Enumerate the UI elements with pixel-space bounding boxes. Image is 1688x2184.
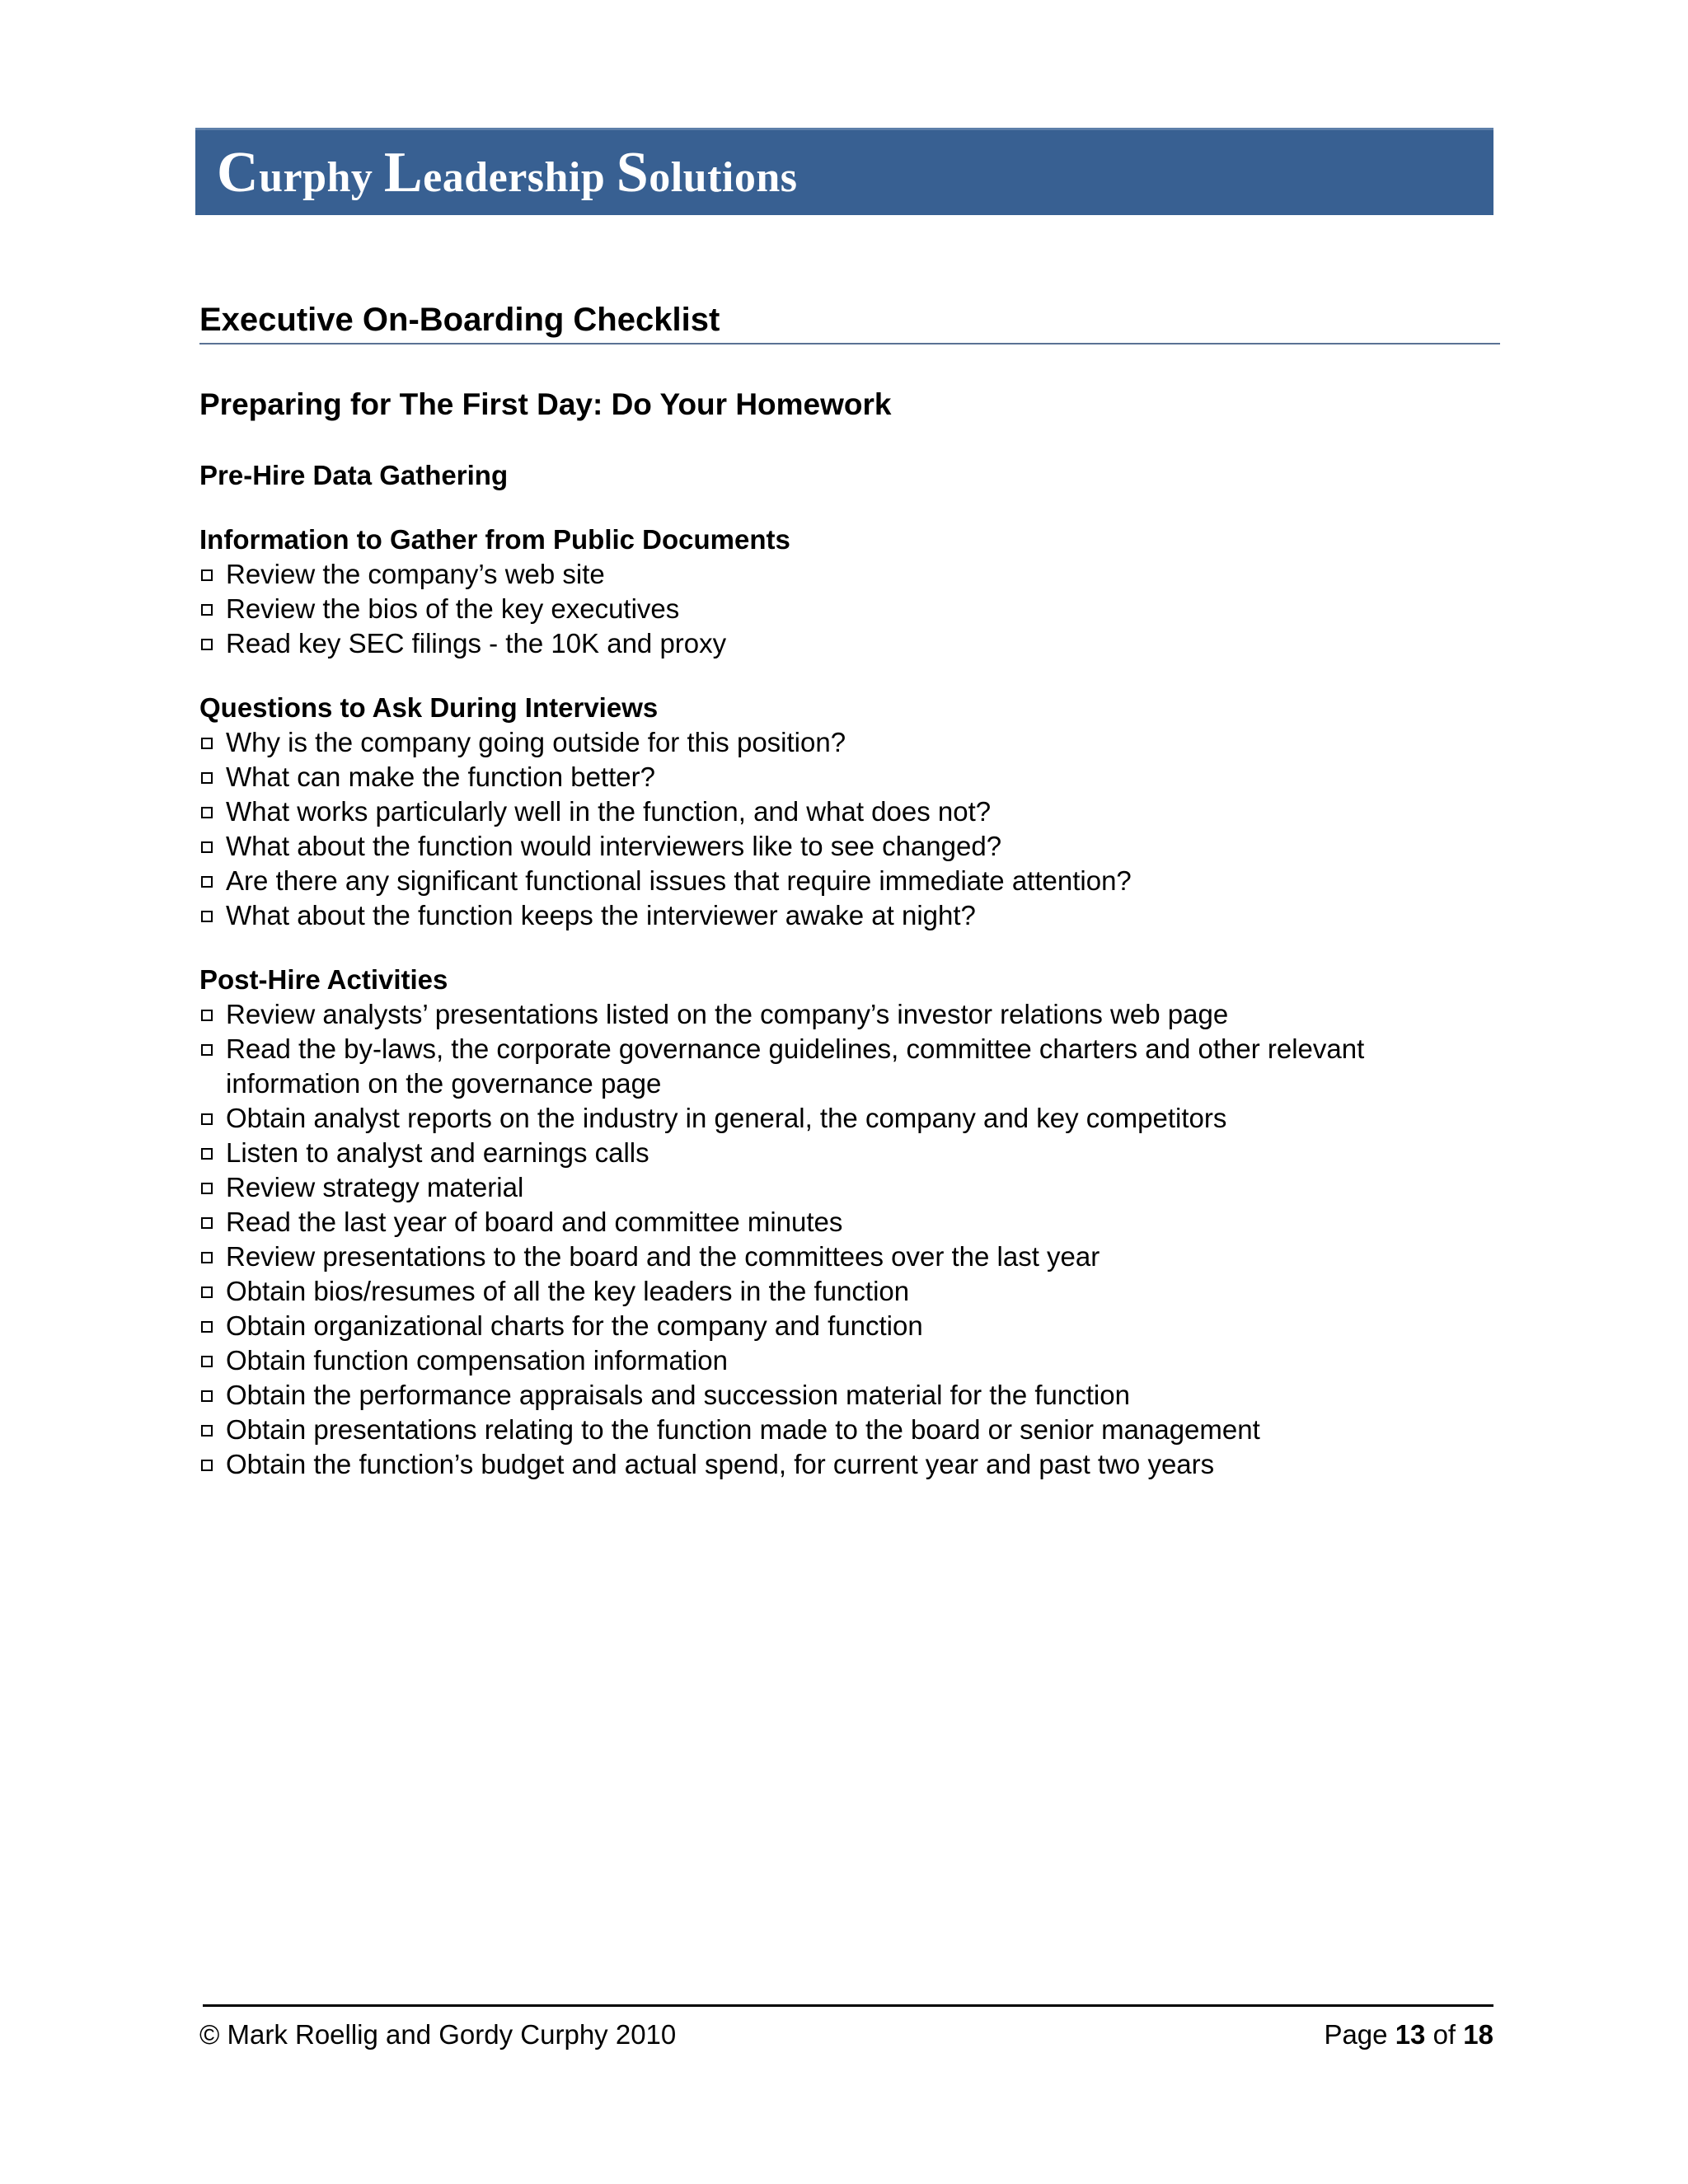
checkbox-icon[interactable] bbox=[201, 1252, 213, 1263]
checkbox-icon[interactable] bbox=[201, 841, 213, 853]
checklist-item-text: Read key SEC filings - the 10K and proxy bbox=[226, 628, 727, 658]
checkbox-icon[interactable] bbox=[201, 1321, 213, 1333]
checklist-item bbox=[199, 1447, 1502, 1482]
checklist-item bbox=[199, 1378, 1502, 1413]
brand-initial: S bbox=[616, 141, 649, 204]
checklist-item bbox=[199, 864, 1502, 898]
checklist-item-text: Obtain function compensation information bbox=[226, 1345, 729, 1376]
brand-word: olutions bbox=[649, 154, 798, 201]
checklist-item bbox=[199, 557, 1502, 592]
checkbox-icon[interactable] bbox=[201, 1044, 213, 1056]
group-title: Questions to Ask During Interviews bbox=[199, 692, 659, 723]
checkbox-icon[interactable] bbox=[201, 604, 213, 616]
checklist-item-text: What about the function would interviewers like to see changed? bbox=[226, 831, 1002, 861]
checklist-item-text: Obtain the function’s budget and actual spend, for current year and past two years bbox=[226, 1449, 1215, 1479]
checkbox-icon[interactable] bbox=[201, 738, 213, 749]
checklist-item-text: What about the function keeps the interviewer awake at night? bbox=[226, 900, 976, 930]
checklist-item bbox=[199, 898, 1502, 933]
checkbox-icon[interactable] bbox=[201, 1113, 213, 1125]
checklist-item-text: Obtain the performance appraisals and succession material for the function bbox=[226, 1380, 1130, 1410]
checkbox-icon[interactable] bbox=[201, 807, 213, 818]
checkbox-icon[interactable] bbox=[201, 569, 213, 581]
checklist-item-text: Listen to analyst and earnings calls bbox=[226, 1137, 649, 1168]
checkbox-icon[interactable] bbox=[201, 1460, 213, 1471]
checklist-items bbox=[199, 725, 1502, 933]
checklist-item bbox=[199, 760, 1502, 794]
checklist-item-text: Obtain presentations relating to the function made to the board or senior management bbox=[226, 1414, 1260, 1445]
brand-word: urphy bbox=[259, 154, 384, 201]
checklist-group bbox=[199, 523, 1502, 661]
checklist-item bbox=[199, 1032, 1502, 1101]
checklist-item bbox=[199, 725, 1502, 760]
checklist-items bbox=[199, 997, 1502, 1482]
checklist-item-text: Review presentations to the board and the committees over the last year bbox=[226, 1241, 1100, 1272]
checklist-item bbox=[199, 1170, 1502, 1205]
section-heading: Preparing for The First Day: Do Your Homework bbox=[199, 387, 892, 421]
checklist-group bbox=[199, 691, 1502, 933]
checkbox-icon[interactable] bbox=[201, 1010, 213, 1021]
checkbox-icon[interactable] bbox=[201, 772, 213, 784]
document-title: Executive On-Boarding Checklist bbox=[199, 302, 720, 338]
checklist-groups bbox=[199, 523, 1502, 1482]
brand-word: eadership bbox=[423, 154, 617, 201]
checklist-item-text: Obtain organizational charts for the company and function bbox=[226, 1310, 923, 1341]
checklist-item bbox=[199, 1274, 1502, 1309]
checkbox-icon[interactable] bbox=[201, 1286, 213, 1298]
checklist-item-text: Obtain analyst reports on the industry in general, the company and key competitors bbox=[226, 1103, 1227, 1133]
checkbox-icon[interactable] bbox=[201, 1390, 213, 1402]
checklist-item-text: Why is the company going outside for this position? bbox=[226, 727, 846, 757]
checklist-item bbox=[199, 1240, 1502, 1274]
checklist-item bbox=[199, 794, 1502, 829]
checklist-item-text: Obtain bios/resumes of all the key leaders in the function bbox=[226, 1276, 910, 1306]
page-sep: of bbox=[1432, 2019, 1456, 2050]
checklist-item-text: Read the last year of board and committee minutes bbox=[226, 1207, 843, 1237]
checklist-group bbox=[199, 963, 1502, 1482]
checklist-item-text: Review the bios of the key executives bbox=[226, 593, 680, 624]
checkbox-icon[interactable] bbox=[201, 911, 213, 922]
checkbox-icon[interactable] bbox=[201, 1183, 213, 1194]
brand-initial: L bbox=[383, 141, 424, 204]
checkbox-icon[interactable] bbox=[201, 1148, 213, 1160]
checklist-item bbox=[199, 1101, 1502, 1136]
brand-initial: C bbox=[217, 141, 260, 204]
checkbox-icon[interactable] bbox=[201, 876, 213, 888]
checklist-item bbox=[199, 626, 1502, 661]
checklist-item-text: Review the company’s web site bbox=[226, 559, 605, 589]
checklist-item-text: Are there any significant functional issues that require immediate attention? bbox=[226, 865, 1132, 896]
page-number bbox=[1324, 2019, 1493, 2050]
checkbox-icon[interactable] bbox=[201, 1217, 213, 1229]
checklist-item bbox=[199, 1205, 1502, 1240]
title-divider bbox=[199, 343, 1500, 344]
checkbox-icon[interactable] bbox=[201, 639, 213, 650]
checklist-item bbox=[199, 1309, 1502, 1343]
page-current: 13 bbox=[1395, 2019, 1426, 2050]
checklist-item bbox=[199, 1136, 1502, 1170]
checklist-item-text: Read the by-laws, the corporate governance guidelines, committee charters and other relevant information on the governance page bbox=[226, 1033, 1365, 1099]
group-title: Post-Hire Activities bbox=[199, 964, 448, 995]
checkbox-icon[interactable] bbox=[201, 1425, 213, 1436]
checklist-item bbox=[199, 829, 1502, 864]
checklist-item-text: Review strategy material bbox=[226, 1172, 524, 1202]
checklist-item bbox=[199, 997, 1502, 1032]
checklist-item bbox=[199, 1413, 1502, 1447]
footer-divider bbox=[203, 2004, 1493, 2007]
checklist-item-text: What can make the function better? bbox=[226, 762, 655, 792]
checklist-item bbox=[199, 1343, 1502, 1378]
checklist-item-text: Review analysts’ presentations listed on the company’s investor relations web page bbox=[226, 999, 1229, 1029]
brand-title bbox=[217, 140, 798, 206]
checklist-items bbox=[199, 557, 1502, 661]
checkbox-icon[interactable] bbox=[201, 1356, 213, 1367]
checklist-content bbox=[199, 458, 1502, 1482]
subsection-heading: Pre-Hire Data Gathering bbox=[199, 460, 509, 490]
checklist-item bbox=[199, 592, 1502, 626]
group-title: Information to Gather from Public Documents bbox=[199, 524, 790, 555]
checklist-item-text: What works particularly well in the function, and what does not? bbox=[226, 796, 992, 827]
page-total: 18 bbox=[1463, 2019, 1493, 2050]
page-prefix: Page bbox=[1324, 2019, 1388, 2050]
header-banner bbox=[195, 128, 1493, 215]
footer-copyright: © Mark Roellig and Gordy Curphy 2010 bbox=[199, 2019, 677, 2050]
